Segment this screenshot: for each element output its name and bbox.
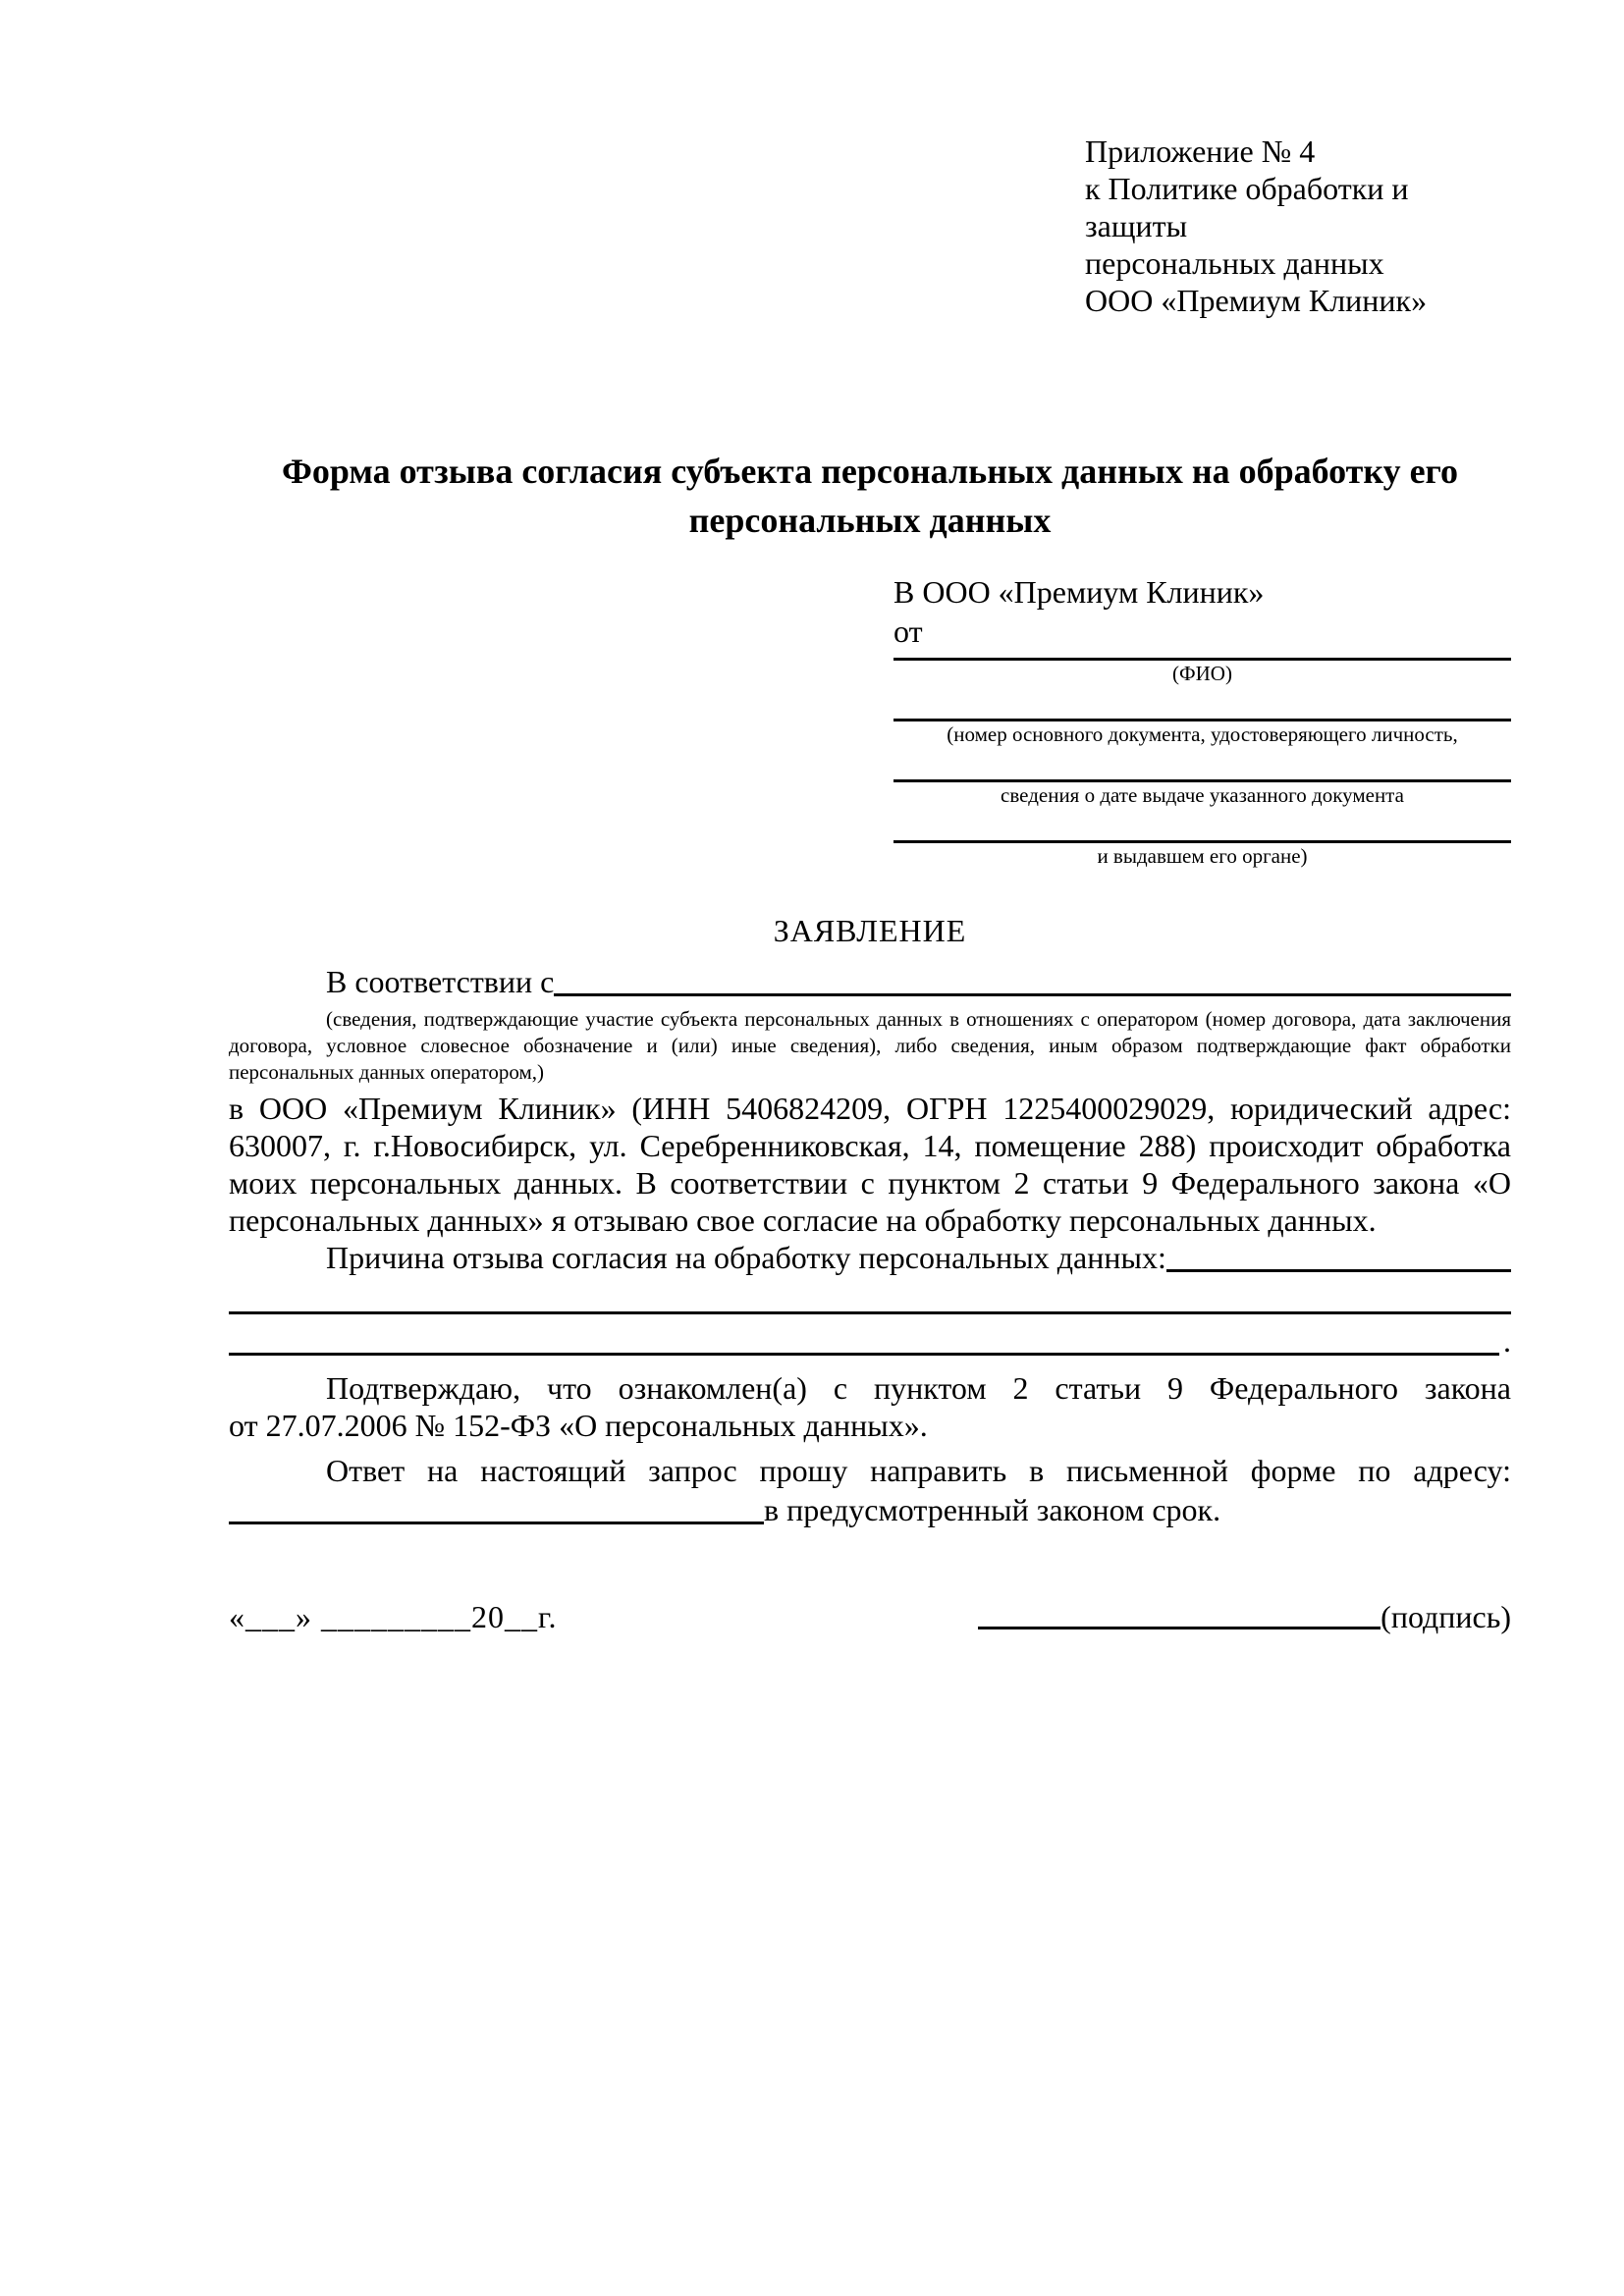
reply-address-blank-line [229,1522,764,1524]
reason-row [229,1239,1511,1276]
reply-request-line: Ответ на настоящий запрос прошу направить в письменной форме по адресу: [326,1453,1511,1488]
sentence-period: . [1503,1323,1511,1359]
basis-prefix: В соответствии с [326,964,555,999]
reason-blank-line-3-row [229,1314,1511,1359]
reason-blank-line [1166,1269,1511,1272]
issuer-blank-line [893,833,1511,843]
basis-row [229,963,1511,1000]
basis-fine-print: (сведения, подтверждающие участие субъекта персональных данных в отношениях с оператором (номер договора, дата заключения договора, условное словесное обозначение и (или) иные сведения), либо сведения, иным образом подтверждающие факт обработки персональных данных оператором,) [229,1007,1511,1084]
reply-suffix: в предусмотренный законом срок. [764,1492,1221,1527]
reason-label: Причина отзыва согласия на обработку персональных данных: [326,1240,1166,1275]
signature-line [978,1627,1380,1629]
document-title: Форма отзыва согласия субъекта персональных данных на обработку его персональных данных [281,452,1459,540]
acknowledgement-paragraph: Подтверждаю, что ознакомлен(а) с пунктом 2 статьи 9 Федерального закона от 27.07.2006 № 152-ФЗ «О персональных данных». [229,1370,1511,1443]
addressee-organization: В ООО «Премиум Клиник» [893,574,1265,610]
statement-heading: ЗАЯВЛЕНИЕ [773,913,967,948]
page-content [229,0,1511,1528]
issue-date-blank-line [893,773,1511,782]
issuer-caption: и выдавшем его органе) [1097,844,1308,868]
signature-caption: (подпись) [1380,1599,1511,1634]
fio-caption: (ФИО) [1172,662,1232,685]
addressee-block [893,572,1511,869]
form-field-fio [893,651,1511,686]
basis-blank-line [554,993,1511,996]
appendix-line: к Политике обработки и защиты [1085,171,1409,243]
signature-group [978,1598,1511,1635]
appendix-line: Приложение № 4 [1085,133,1316,169]
fio-blank-line [893,651,1511,661]
form-field-issue-date [893,773,1511,808]
reason-blank-line-2 [229,1294,1511,1314]
date-blank-line: «___» _________20__г. [229,1599,558,1634]
issue-date-caption: сведения о дате выдаче указанного документа [1001,783,1404,807]
reason-blank-line-3 [229,1317,1499,1356]
addressee-from-label: от [893,614,923,649]
appendix-line: персональных данных [1085,245,1384,281]
signoff-row [229,1598,1511,1635]
form-field-document-number [893,712,1511,747]
form-field-issuer [893,833,1511,869]
appendix-note [1085,133,1511,319]
appendix-line: ООО «Премиум Клиник» [1085,283,1428,318]
statement-body: в ООО «Премиум Клиник» (ИНН 5406824209, ОГРН 1225400029029, юридический адрес: 630007, г. г.Новосибирск, ул. Серебренниковская, 14, помещение 288) происходит обработка моих персональных данных. В соответствии с пунктом 2 статьи 9 Федерального закона «О персональных данных» я отзываю свое согласие на обработку персональных данных. [229,1091,1511,1238]
reply-address-row [229,1491,1511,1528]
document-number-blank-line [893,712,1511,721]
document-number-caption: (номер основного документа, удостоверяющего личность, [947,722,1458,746]
